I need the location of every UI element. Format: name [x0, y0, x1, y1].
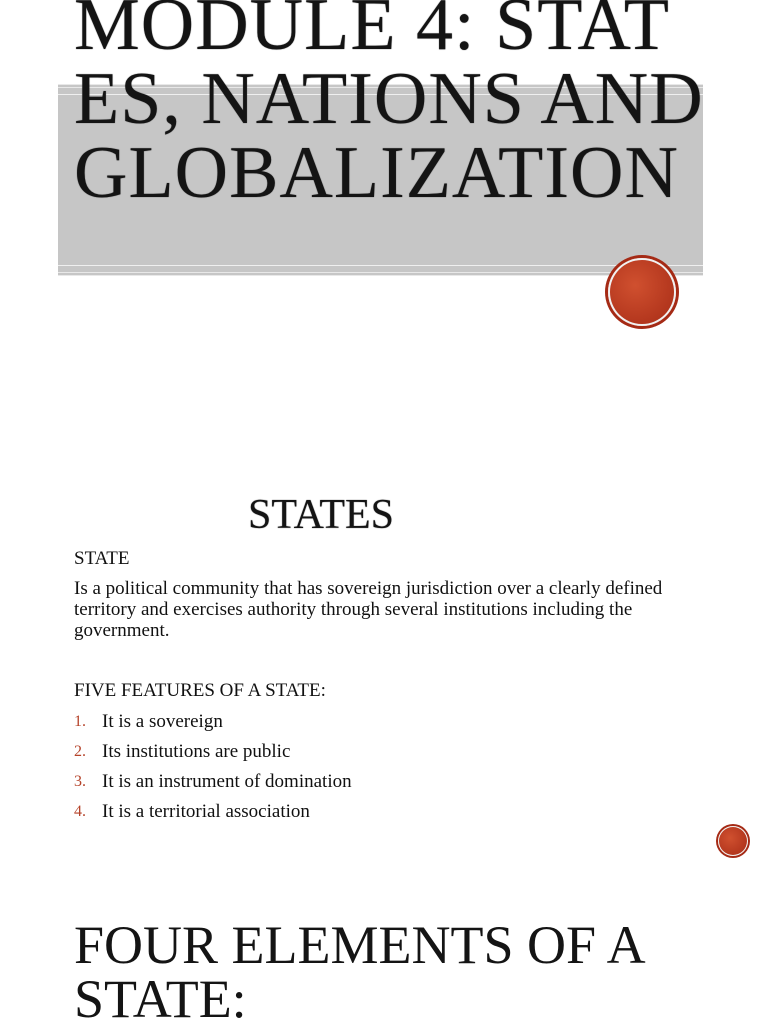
list-item: [74, 770, 352, 800]
state-term: STATE: [74, 548, 130, 569]
features-list: [74, 710, 352, 830]
list-text: Its institutions are public: [102, 741, 291, 762]
list-number: 4.: [74, 803, 86, 820]
states-heading: STATES: [248, 492, 394, 538]
list-text: It is an instrument of domination: [102, 771, 352, 792]
list-number: 2.: [74, 743, 86, 760]
accent-circle-large: [608, 258, 676, 326]
slide-elements: [0, 900, 768, 1029]
list-number: 1.: [74, 713, 86, 730]
elements-title: FOUR ELEMENTS OF A STATE:: [74, 915, 643, 1029]
list-item: [74, 800, 352, 830]
state-definition: Is a political community that has sovereign jurisdiction over a clearly defined territory and exercises authority through several institutions including the government.: [74, 578, 663, 641]
list-item: [74, 710, 352, 740]
list-text: It is a sovereign: [102, 711, 223, 732]
list-item: [74, 740, 352, 770]
module-title: MODULE 4: STATES, NATIONS AND GLOBALIZATION: [74, 0, 704, 214]
slide-states: [0, 470, 768, 870]
accent-circle-small: [718, 826, 748, 856]
features-heading: FIVE FEATURES OF A STATE:: [74, 680, 326, 701]
list-number: 3.: [74, 773, 86, 790]
slide-title: [0, 0, 768, 430]
list-text: It is a territorial association: [102, 801, 310, 822]
